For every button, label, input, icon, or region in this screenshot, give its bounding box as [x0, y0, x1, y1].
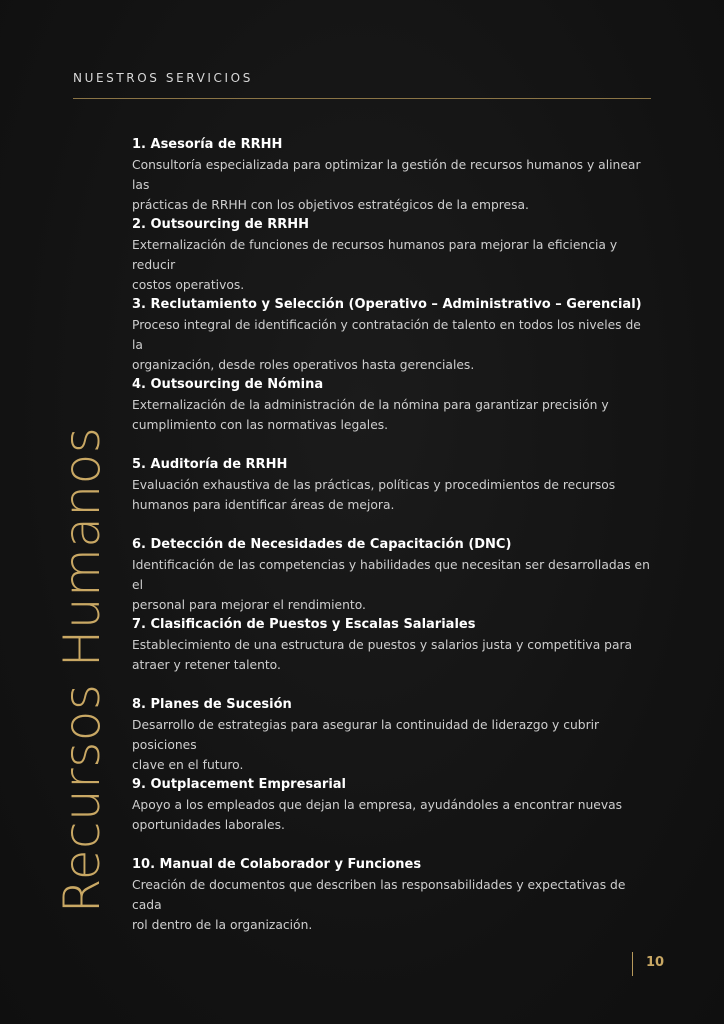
service-description-line: humanos para identificar áreas de mejora.	[132, 498, 395, 512]
service-description-line: Apoyo a los empleados que dejan la empresa, ayudándoles a encontrar nuevas	[132, 798, 623, 812]
service-item	[132, 375, 652, 435]
service-description-line: costos operativos.	[132, 278, 245, 292]
service-description-line: Externalización de la administración de la nómina para garantizar precisión y	[132, 398, 609, 412]
service-description-line: atraer y retener talento.	[132, 658, 281, 672]
service-description-line: organización, desde roles operativos hasta gerenciales.	[132, 358, 475, 372]
page-number: 10	[646, 955, 665, 970]
service-description-line: rol dentro de la organización.	[132, 918, 313, 932]
service-item	[132, 135, 652, 215]
service-item	[132, 455, 652, 515]
service-title: 2. Outsourcing de RRHH	[132, 217, 310, 232]
page-number-divider	[632, 952, 633, 976]
service-description-line: Establecimiento de una estructura de puestos y salarios justa y competitiva para	[132, 638, 633, 652]
service-title: 5. Auditoría de RRHH	[132, 457, 288, 472]
service-description-line: Proceso integral de identificación y contratación de talento en todos los niveles de la	[132, 318, 641, 352]
service-title: 1. Asesoría de RRHH	[132, 137, 283, 152]
service-description-line: Consultoría especializada para optimizar la gestión de recursos humanos y alinear las	[132, 158, 641, 192]
service-item	[132, 695, 652, 775]
service-item	[132, 615, 652, 675]
vertical-section-title: Recursos Humanos	[53, 426, 111, 914]
service-description-line: prácticas de RRHH con los objetivos estratégicos de la empresa.	[132, 198, 529, 212]
service-title: 10. Manual de Colaborador y Funciones	[132, 857, 422, 872]
service-description-line: cumplimiento con las normativas legales.	[132, 418, 389, 432]
service-title: 6. Detección de Necesidades de Capacitación (DNC)	[132, 537, 512, 552]
service-title: 9. Outplacement Empresarial	[132, 777, 347, 792]
service-description-line: Desarrollo de estrategias para asegurar la continuidad de liderazgo y cubrir posiciones	[132, 718, 600, 752]
section-header-label: NUESTROS SERVICIOS	[73, 71, 253, 85]
header-divider	[73, 98, 651, 99]
service-description-line: clave en el futuro.	[132, 758, 244, 772]
service-title: 3. Reclutamiento y Selección (Operativo – Administrativo – Gerencial)	[132, 297, 642, 312]
service-description-line: personal para mejorar el rendimiento.	[132, 598, 366, 612]
service-item	[132, 775, 652, 835]
service-title: 8. Planes de Sucesión	[132, 697, 292, 712]
service-item	[132, 855, 652, 935]
service-description-line: Evaluación exhaustiva de las prácticas, políticas y procedimientos de recursos	[132, 478, 616, 492]
service-item	[132, 295, 652, 375]
service-description-line: oportunidades laborales.	[132, 818, 285, 832]
service-title: 4. Outsourcing de Nómina	[132, 377, 324, 392]
service-item	[132, 535, 652, 615]
service-description-line: Externalización de funciones de recursos humanos para mejorar la eficiencia y reducir	[132, 238, 618, 272]
service-item	[132, 215, 652, 295]
service-title: 7. Clasificación de Puestos y Escalas Salariales	[132, 617, 476, 632]
service-description-line: Creación de documentos que describen las responsabilidades y expectativas de cada	[132, 878, 626, 912]
service-description-line: Identificación de las competencias y habilidades que necesitan ser desarrolladas en el	[132, 558, 650, 592]
